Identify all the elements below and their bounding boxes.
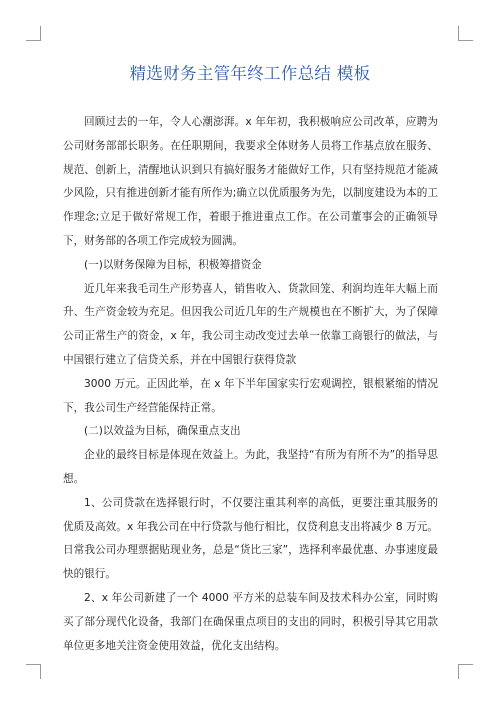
- crop-mark-top-right: [458, 26, 473, 41]
- paragraph-intro: 回顾过去的一年，令人心潮澎湃。x 年年初，我积极响应公司改革，应聘为公司财务部部长职务。在任职期间，我要求全体财务人员将工作基点放在服务、规范、创新上，清醒地认识到只有搞好服务才能做好工作，只有坚持规范才能减少风险，只有推进创新才能有所作为;确立以优质服务为先，以制度建设为本的工作理念;立足于做好常规工作，着眼于推进重点工作。在公司董事会的正确领导下，财务部的各项工作完成较为圆满。: [63, 116, 438, 247]
- document-body: [63, 111, 438, 658]
- paragraph-funding: 近几年来我毛司生产形势喜人，销售收入、货款回笼、利润均连年大幅上而升、生产资金较为充足。但因我公司近几年的生产规模也在不断扩大，为了保障公司正常生产的资金，x 年，我公司主动改变过去单一依靠工商银行的做法，与中国银行建立了信贷关系，并在中国银行获得贷款: [63, 282, 438, 366]
- section-heading-1: (一)以财务保障为目标，积极筹措资金: [84, 258, 262, 271]
- paragraph-efficiency: 企业的最终目标是体现在效益上。为此，我坚持“有所为有所不为”的指导思想。: [63, 449, 438, 485]
- document-title: 精选财务主管年终工作总结 模板: [129, 64, 371, 83]
- paragraph-loan: 3000 万元。正因此举，在 x 年下半年国家实行宏观调控，银根紧缩的情况下，我公司生产经营能保持正常。: [63, 377, 438, 414]
- section-heading-2: (二)以效益为目标，确保重点支出: [84, 425, 241, 438]
- crop-mark-bottom-left: [26, 664, 41, 679]
- crop-mark-top-left: [26, 26, 41, 41]
- paragraph-item-2: 2、x 年公司新建了一个 4000 平方米的总装车间及技术科办公室，同时购买了部分现代化设备，我部门在确保重点项目的支出的同时，积极引导其它用款单位更多地关注资金使用效益，优化支出结构。: [63, 591, 438, 652]
- crop-mark-bottom-right: [458, 664, 473, 679]
- paragraph-item-1: 1、公司贷款在选择银行时，不仅要注重其利率的高低，更要注重其服务的优质及高效。x 年我公司在中行贷款与他行相比，仅贷利息支出将减少 8 万元。日常我公司办理票据贴现业务，总是“货比三家”，选择利率最优惠、办事速度最快的银行。: [63, 496, 438, 581]
